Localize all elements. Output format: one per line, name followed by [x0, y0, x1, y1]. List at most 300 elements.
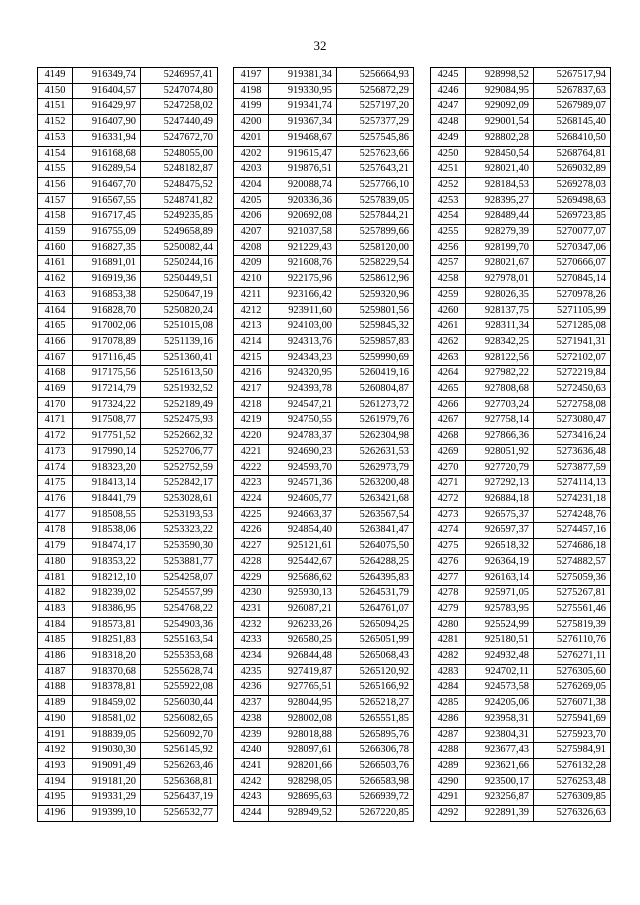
- table-row: [431, 523, 611, 539]
- table-row: [38, 287, 218, 303]
- table-row: [234, 554, 414, 570]
- table-row: [38, 491, 218, 507]
- point-number-cell: 4272: [431, 491, 466, 507]
- y-coordinate-cell: 5256092,70: [141, 727, 218, 743]
- x-coordinate-cell: 928998,52: [466, 68, 534, 84]
- table-row: [234, 99, 414, 115]
- x-coordinate-cell: 923256,87: [466, 790, 534, 806]
- table-row: [38, 664, 218, 680]
- point-number-cell: 4198: [234, 83, 269, 99]
- x-coordinate-cell: 917324,22: [73, 397, 141, 413]
- point-number-cell: 4192: [38, 743, 73, 759]
- x-coordinate-cell: 927866,36: [466, 429, 534, 445]
- y-coordinate-cell: 5258120,00: [337, 240, 414, 256]
- table-row: [234, 193, 414, 209]
- y-coordinate-cell: 5259801,56: [337, 303, 414, 319]
- x-coordinate-cell: 919330,95: [269, 83, 337, 99]
- point-number-cell: 4189: [38, 696, 73, 712]
- point-number-cell: 4260: [431, 303, 466, 319]
- point-number-cell: 4240: [234, 743, 269, 759]
- point-number-cell: 4230: [234, 586, 269, 602]
- table-row: [38, 350, 218, 366]
- x-coordinate-cell: 916717,45: [73, 209, 141, 225]
- x-coordinate-cell: 925121,61: [269, 539, 337, 555]
- y-coordinate-cell: 5262304,98: [337, 429, 414, 445]
- y-coordinate-cell: 5254258,07: [141, 570, 218, 586]
- table-row: [234, 633, 414, 649]
- x-coordinate-cell: 916349,74: [73, 68, 141, 84]
- y-coordinate-cell: 5259845,32: [337, 319, 414, 335]
- x-coordinate-cell: 922175,96: [269, 272, 337, 288]
- y-coordinate-cell: 5276309,85: [534, 790, 611, 806]
- table-row: [234, 774, 414, 790]
- y-coordinate-cell: 5257899,66: [337, 225, 414, 241]
- point-number-cell: 4245: [431, 68, 466, 84]
- table-row: [431, 696, 611, 712]
- y-coordinate-cell: 5265051,99: [337, 633, 414, 649]
- y-coordinate-cell: 5262973,79: [337, 460, 414, 476]
- point-number-cell: 4239: [234, 727, 269, 743]
- point-number-cell: 4201: [234, 130, 269, 146]
- x-coordinate-cell: 917508,77: [73, 413, 141, 429]
- x-coordinate-cell: 918212,10: [73, 570, 141, 586]
- y-coordinate-cell: 5275923,70: [534, 727, 611, 743]
- x-coordinate-cell: 923677,43: [466, 743, 534, 759]
- y-coordinate-cell: 5261979,76: [337, 413, 414, 429]
- point-number-cell: 4199: [234, 99, 269, 115]
- y-coordinate-cell: 5276271,11: [534, 649, 611, 665]
- table-row: [234, 350, 414, 366]
- x-coordinate-cell: 928395,27: [466, 193, 534, 209]
- y-coordinate-cell: 5257766,10: [337, 177, 414, 193]
- table-row: [431, 256, 611, 272]
- x-coordinate-cell: 917214,79: [73, 382, 141, 398]
- y-coordinate-cell: 5264395,83: [337, 570, 414, 586]
- x-coordinate-cell: 928044,95: [269, 696, 337, 712]
- x-coordinate-cell: 918239,02: [73, 586, 141, 602]
- table-row: [38, 649, 218, 665]
- x-coordinate-cell: 927758,14: [466, 413, 534, 429]
- table-row: [234, 130, 414, 146]
- x-coordinate-cell: 916407,90: [73, 115, 141, 131]
- x-coordinate-cell: 925524,99: [466, 617, 534, 633]
- x-coordinate-cell: 918581,02: [73, 711, 141, 727]
- y-coordinate-cell: 5265895,76: [337, 727, 414, 743]
- x-coordinate-cell: 921037,58: [269, 225, 337, 241]
- table-row: [431, 130, 611, 146]
- table-row: [234, 696, 414, 712]
- y-coordinate-cell: 5265068,43: [337, 649, 414, 665]
- point-number-cell: 4268: [431, 429, 466, 445]
- y-coordinate-cell: 5266583,98: [337, 774, 414, 790]
- point-number-cell: 4225: [234, 507, 269, 523]
- y-coordinate-cell: 5266503,76: [337, 758, 414, 774]
- x-coordinate-cell: 916827,35: [73, 240, 141, 256]
- x-coordinate-cell: 919091,49: [73, 758, 141, 774]
- point-number-cell: 4248: [431, 115, 466, 131]
- y-coordinate-cell: 5257643,21: [337, 162, 414, 178]
- table-row: [38, 554, 218, 570]
- point-number-cell: 4278: [431, 586, 466, 602]
- table-row: [234, 162, 414, 178]
- point-number-cell: 4212: [234, 303, 269, 319]
- y-coordinate-cell: 5256368,81: [141, 774, 218, 790]
- point-number-cell: 4265: [431, 382, 466, 398]
- y-coordinate-cell: 5253028,61: [141, 491, 218, 507]
- table-row: [234, 758, 414, 774]
- point-number-cell: 4282: [431, 649, 466, 665]
- page-number: 32: [313, 38, 327, 53]
- x-coordinate-cell: 919030,30: [73, 743, 141, 759]
- x-coordinate-cell: 928002,08: [269, 711, 337, 727]
- point-number-cell: 4236: [234, 680, 269, 696]
- y-coordinate-cell: 5265120,92: [337, 664, 414, 680]
- y-coordinate-cell: 5270347,06: [534, 240, 611, 256]
- point-number-cell: 4288: [431, 743, 466, 759]
- y-coordinate-cell: 5264531,79: [337, 586, 414, 602]
- table-row: [38, 711, 218, 727]
- y-coordinate-cell: 5274686,18: [534, 539, 611, 555]
- table-row: [431, 287, 611, 303]
- y-coordinate-cell: 5257839,05: [337, 193, 414, 209]
- table-row: [431, 586, 611, 602]
- point-number-cell: 4222: [234, 460, 269, 476]
- x-coordinate-cell: 928021,40: [466, 162, 534, 178]
- table-row: [38, 130, 218, 146]
- table-row: [431, 68, 611, 84]
- y-coordinate-cell: 5263567,54: [337, 507, 414, 523]
- y-coordinate-cell: 5256872,29: [337, 83, 414, 99]
- table-row: [431, 444, 611, 460]
- table-row: [234, 413, 414, 429]
- table-row: [234, 806, 414, 822]
- x-coordinate-cell: 924750,55: [269, 413, 337, 429]
- point-number-cell: 4271: [431, 476, 466, 492]
- point-number-cell: 4193: [38, 758, 73, 774]
- y-coordinate-cell: 5247672,70: [141, 130, 218, 146]
- x-coordinate-cell: 927292,13: [466, 476, 534, 492]
- table-row: [431, 680, 611, 696]
- point-number-cell: 4187: [38, 664, 73, 680]
- y-coordinate-cell: 5275267,81: [534, 586, 611, 602]
- x-coordinate-cell: 925686,62: [269, 570, 337, 586]
- point-number-cell: 4177: [38, 507, 73, 523]
- table-row: [38, 539, 218, 555]
- y-coordinate-cell: 5257197,20: [337, 99, 414, 115]
- x-coordinate-cell: 918413,14: [73, 476, 141, 492]
- y-coordinate-cell: 5257377,29: [337, 115, 414, 131]
- y-coordinate-cell: 5256664,93: [337, 68, 414, 84]
- y-coordinate-cell: 5270845,14: [534, 272, 611, 288]
- table-row: [38, 743, 218, 759]
- point-number-cell: 4158: [38, 209, 73, 225]
- y-coordinate-cell: 5271105,99: [534, 303, 611, 319]
- point-number-cell: 4185: [38, 633, 73, 649]
- point-number-cell: 4186: [38, 649, 73, 665]
- point-number-cell: 4166: [38, 334, 73, 350]
- point-number-cell: 4179: [38, 539, 73, 555]
- table-row: [431, 601, 611, 617]
- coordinates-table-3: [430, 67, 611, 822]
- x-coordinate-cell: 923911,60: [269, 303, 337, 319]
- table-row: [234, 334, 414, 350]
- table-row: [431, 554, 611, 570]
- point-number-cell: 4161: [38, 256, 73, 272]
- point-number-cell: 4195: [38, 790, 73, 806]
- x-coordinate-cell: 924205,06: [466, 696, 534, 712]
- x-coordinate-cell: 922891,39: [466, 806, 534, 822]
- table-row: [431, 162, 611, 178]
- x-coordinate-cell: 923621,66: [466, 758, 534, 774]
- y-coordinate-cell: 5264761,07: [337, 601, 414, 617]
- y-coordinate-cell: 5271285,08: [534, 319, 611, 335]
- point-number-cell: 4162: [38, 272, 73, 288]
- x-coordinate-cell: 918839,05: [73, 727, 141, 743]
- table-row: [38, 413, 218, 429]
- y-coordinate-cell: 5247074,80: [141, 83, 218, 99]
- table-row: [234, 397, 414, 413]
- x-coordinate-cell: 916755,09: [73, 225, 141, 241]
- y-coordinate-cell: 5257545,86: [337, 130, 414, 146]
- table-row: [234, 601, 414, 617]
- point-number-cell: 4237: [234, 696, 269, 712]
- table-row: [38, 570, 218, 586]
- y-coordinate-cell: 5255628,74: [141, 664, 218, 680]
- point-number-cell: 4218: [234, 397, 269, 413]
- x-coordinate-cell: 918386,95: [73, 601, 141, 617]
- y-coordinate-cell: 5266939,72: [337, 790, 414, 806]
- table-row: [431, 303, 611, 319]
- point-number-cell: 4226: [234, 523, 269, 539]
- point-number-cell: 4281: [431, 633, 466, 649]
- x-coordinate-cell: 928695,63: [269, 790, 337, 806]
- y-coordinate-cell: 5255353,68: [141, 649, 218, 665]
- table-row: [38, 444, 218, 460]
- table-row: [38, 303, 218, 319]
- y-coordinate-cell: 5263421,68: [337, 491, 414, 507]
- point-number-cell: 4227: [234, 539, 269, 555]
- y-coordinate-cell: 5265166,92: [337, 680, 414, 696]
- y-coordinate-cell: 5276326,63: [534, 806, 611, 822]
- table-row: [38, 177, 218, 193]
- table-row: [431, 476, 611, 492]
- table-row: [234, 429, 414, 445]
- y-coordinate-cell: 5275984,91: [534, 743, 611, 759]
- y-coordinate-cell: 5267989,07: [534, 99, 611, 115]
- y-coordinate-cell: 5270978,26: [534, 287, 611, 303]
- x-coordinate-cell: 924854,40: [269, 523, 337, 539]
- x-coordinate-cell: 926087,21: [269, 601, 337, 617]
- table-row: [234, 476, 414, 492]
- point-number-cell: 4270: [431, 460, 466, 476]
- y-coordinate-cell: 5250244,16: [141, 256, 218, 272]
- table-row: [431, 633, 611, 649]
- y-coordinate-cell: 5256263,46: [141, 758, 218, 774]
- x-coordinate-cell: 918318,20: [73, 649, 141, 665]
- point-number-cell: 4184: [38, 617, 73, 633]
- y-coordinate-cell: 5257623,66: [337, 146, 414, 162]
- x-coordinate-cell: 928122,56: [466, 350, 534, 366]
- y-coordinate-cell: 5272758,08: [534, 397, 611, 413]
- point-number-cell: 4204: [234, 177, 269, 193]
- x-coordinate-cell: 928021,67: [466, 256, 534, 272]
- table-row: [234, 727, 414, 743]
- point-number-cell: 4175: [38, 476, 73, 492]
- y-coordinate-cell: 5250820,24: [141, 303, 218, 319]
- point-number-cell: 4275: [431, 539, 466, 555]
- y-coordinate-cell: 5251613,50: [141, 366, 218, 382]
- coordinates-table-2: [233, 67, 414, 822]
- point-number-cell: 4191: [38, 727, 73, 743]
- x-coordinate-cell: 928298,05: [269, 774, 337, 790]
- y-coordinate-cell: 5267837,63: [534, 83, 611, 99]
- point-number-cell: 4194: [38, 774, 73, 790]
- point-number-cell: 4251: [431, 162, 466, 178]
- point-number-cell: 4223: [234, 476, 269, 492]
- y-coordinate-cell: 5273877,59: [534, 460, 611, 476]
- y-coordinate-cell: 5276269,05: [534, 680, 611, 696]
- point-number-cell: 4167: [38, 350, 73, 366]
- x-coordinate-cell: 926597,37: [466, 523, 534, 539]
- x-coordinate-cell: 918251,83: [73, 633, 141, 649]
- table-row: [431, 539, 611, 555]
- y-coordinate-cell: 5256532,77: [141, 806, 218, 822]
- table-row: [431, 397, 611, 413]
- x-coordinate-cell: 927978,01: [466, 272, 534, 288]
- y-coordinate-cell: 5250647,19: [141, 287, 218, 303]
- table-row: [234, 209, 414, 225]
- x-coordinate-cell: 928026,35: [466, 287, 534, 303]
- y-coordinate-cell: 5248182,87: [141, 162, 218, 178]
- point-number-cell: 4264: [431, 366, 466, 382]
- x-coordinate-cell: 927720,79: [466, 460, 534, 476]
- y-coordinate-cell: 5268410,50: [534, 130, 611, 146]
- table-row: [38, 727, 218, 743]
- point-number-cell: 4259: [431, 287, 466, 303]
- y-coordinate-cell: 5249658,89: [141, 225, 218, 241]
- table-row: [234, 225, 414, 241]
- table-row: [431, 193, 611, 209]
- table-row: [38, 319, 218, 335]
- y-coordinate-cell: 5273416,24: [534, 429, 611, 445]
- point-number-cell: 4220: [234, 429, 269, 445]
- x-coordinate-cell: 928489,44: [466, 209, 534, 225]
- point-number-cell: 4173: [38, 444, 73, 460]
- x-coordinate-cell: 921608,76: [269, 256, 337, 272]
- x-coordinate-cell: 924313,76: [269, 334, 337, 350]
- x-coordinate-cell: 926233,26: [269, 617, 337, 633]
- point-number-cell: 4261: [431, 319, 466, 335]
- y-coordinate-cell: 5256437,19: [141, 790, 218, 806]
- y-coordinate-cell: 5265094,25: [337, 617, 414, 633]
- table-row: [38, 460, 218, 476]
- point-number-cell: 4221: [234, 444, 269, 460]
- table-row: [234, 586, 414, 602]
- x-coordinate-cell: 920336,36: [269, 193, 337, 209]
- point-number-cell: 4244: [234, 806, 269, 822]
- table-row: [431, 429, 611, 445]
- point-number-cell: 4289: [431, 758, 466, 774]
- table-row: [234, 743, 414, 759]
- x-coordinate-cell: 927808,68: [466, 382, 534, 398]
- table-row: [38, 633, 218, 649]
- y-coordinate-cell: 5276071,38: [534, 696, 611, 712]
- y-coordinate-cell: 5274248,76: [534, 507, 611, 523]
- x-coordinate-cell: 925783,95: [466, 601, 534, 617]
- table-row: [431, 711, 611, 727]
- point-number-cell: 4246: [431, 83, 466, 99]
- table-row: [38, 68, 218, 84]
- point-number-cell: 4258: [431, 272, 466, 288]
- y-coordinate-cell: 5259320,96: [337, 287, 414, 303]
- y-coordinate-cell: 5276132,28: [534, 758, 611, 774]
- table-row: [234, 664, 414, 680]
- y-coordinate-cell: 5270666,07: [534, 256, 611, 272]
- y-coordinate-cell: 5265218,27: [337, 696, 414, 712]
- point-number-cell: 4252: [431, 177, 466, 193]
- point-number-cell: 4160: [38, 240, 73, 256]
- table-row: [234, 256, 414, 272]
- table-row: [234, 680, 414, 696]
- point-number-cell: 4217: [234, 382, 269, 398]
- y-coordinate-cell: 5276110,76: [534, 633, 611, 649]
- y-coordinate-cell: 5272450,63: [534, 382, 611, 398]
- y-coordinate-cell: 5247258,02: [141, 99, 218, 115]
- table-row: [431, 806, 611, 822]
- table-row: [431, 225, 611, 241]
- table-row: [431, 413, 611, 429]
- point-number-cell: 4229: [234, 570, 269, 586]
- table-row: [38, 83, 218, 99]
- point-number-cell: 4284: [431, 680, 466, 696]
- y-coordinate-cell: 5272102,07: [534, 350, 611, 366]
- table-row: [431, 743, 611, 759]
- table-row: [38, 429, 218, 445]
- y-coordinate-cell: 5253323,22: [141, 523, 218, 539]
- y-coordinate-cell: 5267220,85: [337, 806, 414, 822]
- table-row: [234, 146, 414, 162]
- y-coordinate-cell: 5269032,89: [534, 162, 611, 178]
- y-coordinate-cell: 5258612,96: [337, 272, 414, 288]
- y-coordinate-cell: 5275819,39: [534, 617, 611, 633]
- point-number-cell: 4250: [431, 146, 466, 162]
- table-row: [431, 350, 611, 366]
- x-coordinate-cell: 924571,36: [269, 476, 337, 492]
- y-coordinate-cell: 5268764,81: [534, 146, 611, 162]
- table-row: [38, 523, 218, 539]
- x-coordinate-cell: 927765,51: [269, 680, 337, 696]
- table-row: [38, 397, 218, 413]
- point-number-cell: 4169: [38, 382, 73, 398]
- point-number-cell: 4211: [234, 287, 269, 303]
- table-row: [38, 774, 218, 790]
- y-coordinate-cell: 5247440,49: [141, 115, 218, 131]
- x-coordinate-cell: 924605,77: [269, 491, 337, 507]
- table-row: [431, 146, 611, 162]
- point-number-cell: 4263: [431, 350, 466, 366]
- point-number-cell: 4170: [38, 397, 73, 413]
- point-number-cell: 4249: [431, 130, 466, 146]
- y-coordinate-cell: 5263841,47: [337, 523, 414, 539]
- y-coordinate-cell: 5251139,16: [141, 334, 218, 350]
- table-row: [431, 460, 611, 476]
- y-coordinate-cell: 5248475,52: [141, 177, 218, 193]
- point-number-cell: 4190: [38, 711, 73, 727]
- table-row: [38, 601, 218, 617]
- y-coordinate-cell: 5269723,85: [534, 209, 611, 225]
- point-number-cell: 4286: [431, 711, 466, 727]
- point-number-cell: 4243: [234, 790, 269, 806]
